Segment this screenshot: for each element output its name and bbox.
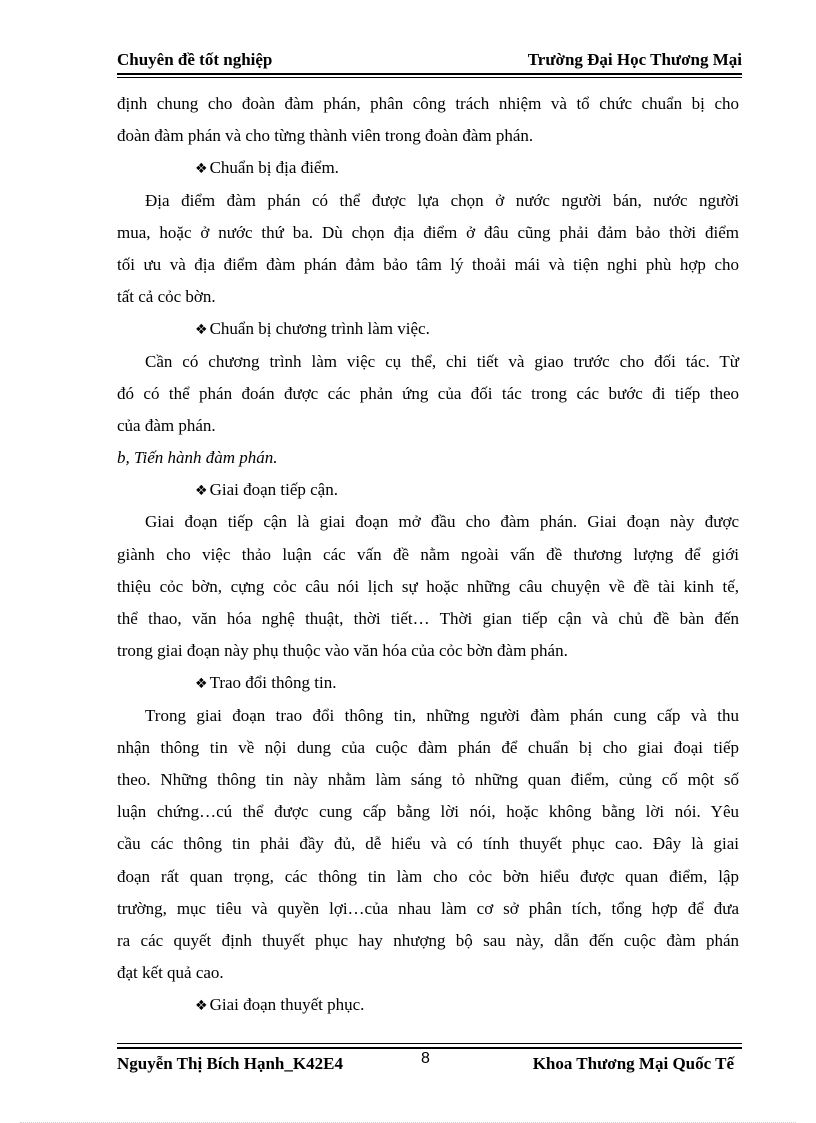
text-line: Trong giai đoạn trao đổi thông tin, những người đàm phán cung cấp và thu	[145, 705, 739, 725]
text-line: nhận thông tin về nội dung của cuộc đàm phán để chuẩn bị cho giai đoại tiếp	[117, 737, 739, 757]
text-line: Cần có chương trình làm việc cụ thể, chi tiết và giao trước cho đối tác. Từ	[145, 351, 739, 371]
text-line: thiệu cỏc bờn, cựng cỏc câu nói lịch sự hoặc những câu chuyện về đề tài kinh tế,	[117, 576, 739, 596]
text-line: luận chứng…cú thể được cung cấp bằng lời nói, hoặc không bằng lời nói. Yêu	[117, 802, 739, 822]
text-line: trong giai đoạn này phụ thuộc vào văn hóa của cỏc bờn đàm phán.	[117, 641, 568, 661]
document-body	[117, 88, 739, 1021]
footer-author: Nguyễn Thị Bích Hạnh_K42E4	[117, 1054, 343, 1073]
bullet-heading: ❖ Chuẩn bị chương trình làm việc.	[195, 319, 430, 339]
text-line: thể thao, văn hóa nghệ thuật, thời tiết… Thời gian tiếp cận và chủ đề bàn đến	[117, 609, 739, 628]
diamond-bullet-icon: ❖	[195, 483, 208, 500]
text-line: Địa điểm đàm phán có thể được lựa chọn ở nước người bán, nước người	[145, 190, 739, 210]
page-footer	[117, 1050, 742, 1080]
section-subheading: b, Tiến hành đàm phán.	[117, 448, 278, 468]
text-line: đoạn rất quan trọng, các thông tin làm cho cỏc bờn hiểu được quan điểm, lập	[117, 866, 739, 886]
diamond-bullet-icon: ❖	[195, 998, 208, 1015]
page-header	[117, 50, 742, 74]
header-right-title: Trường Đại Học Thương Mại	[527, 50, 742, 69]
header-rule-thin	[117, 77, 742, 78]
text-line: giành cho việc thảo luận các vấn đề nằm ngoài vấn đề thương lượng để giới	[117, 544, 739, 564]
text-line: đó có thể phán đoán được các phản ứng của đối tác trong các bước đi tiếp theo	[117, 383, 739, 403]
text-line: tối ưu và địa điểm đàm phán đảm bảo tâm lý thoải mái và tiện nghi phù hợp cho	[117, 254, 739, 274]
text-line: ra các quyết định thuyết phục hay nhượng bộ sau này, dẫn đến cuộc đàm phán	[117, 930, 739, 950]
text-line: trường, mục tiêu và quyền lợi…của nhau làm cơ sở phân tích, tổng hợp để đưa	[117, 898, 739, 918]
header-left-title: Chuyên đề tốt nghiệp	[117, 50, 273, 69]
header-rule-thick	[117, 73, 742, 75]
bullet-heading: ❖ Giai đoạn thuyết phục.	[195, 995, 365, 1015]
bullet-heading: ❖ Chuẩn bị địa điểm.	[195, 158, 339, 178]
text-line: tất cả cỏc bờn.	[117, 287, 216, 307]
page-number: 8	[421, 1050, 430, 1067]
text-line: Giai đoạn tiếp cận là giai đoạn mở đầu cho đàm phán. Giai đoạn này được	[145, 512, 739, 532]
bullet-heading: ❖ Trao đổi thông tin.	[195, 673, 337, 693]
text-line: đoàn đàm phán và cho từng thành viên trong đoàn đàm phán.	[117, 126, 534, 146]
text-line: mua, hoặc ở nước thứ ba. Dù chọn địa điểm ở đâu cũng phải đảm bảo thời điểm	[117, 222, 739, 242]
bullet-heading: ❖ Giai đoạn tiếp cận.	[195, 480, 338, 500]
diamond-bullet-icon: ❖	[195, 161, 208, 178]
diamond-bullet-icon: ❖	[195, 676, 208, 693]
diamond-bullet-icon: ❖	[195, 322, 208, 339]
footer-rule-thin	[117, 1043, 742, 1044]
text-line: định chung cho đoàn đàm phán, phân công trách nhiệm và tổ chức chuẩn bị cho	[117, 94, 739, 113]
text-line: của đàm phán.	[117, 415, 216, 435]
footer-faculty: Khoa Thương Mại Quốc Tế	[532, 1054, 734, 1073]
text-line: cầu các thông tin phải đầy đủ, dễ hiểu và có tính thuyết phục cao. Đây là giai	[117, 834, 739, 854]
text-line: đạt kết quả cao.	[117, 963, 224, 983]
footer-rule-thick	[117, 1047, 742, 1049]
text-line: theo. Những thông tin này nhằm làm sáng tỏ những quan điểm, củng cố một số	[117, 769, 739, 789]
